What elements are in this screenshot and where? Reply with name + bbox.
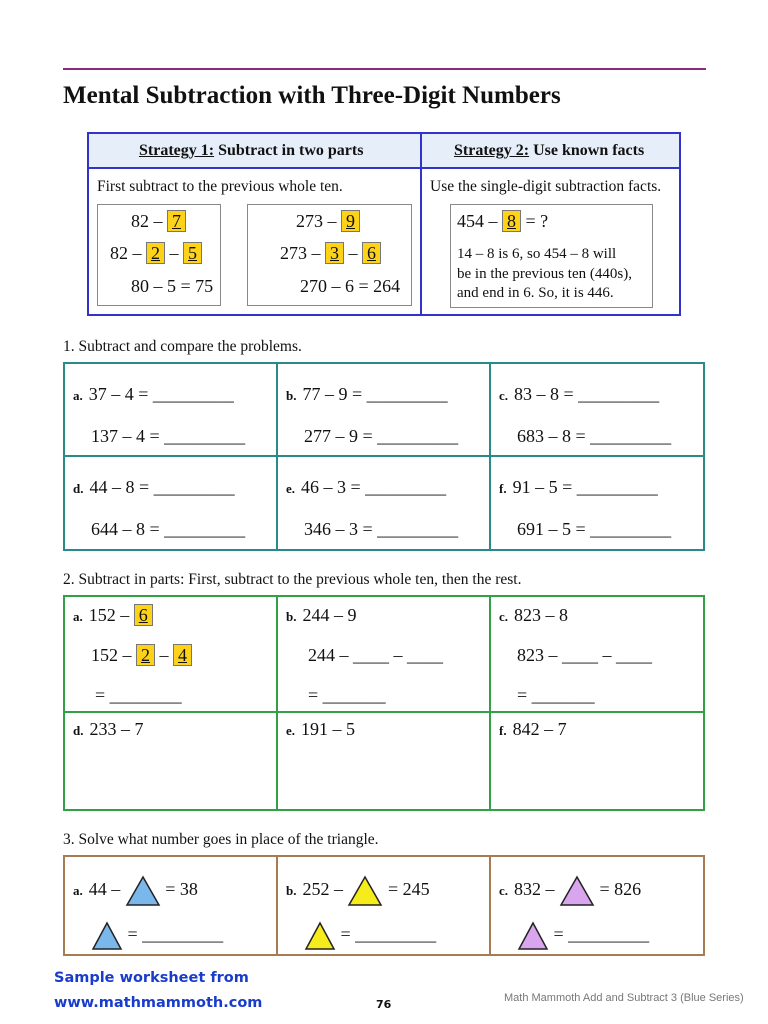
- yellow-triangle-icon: [304, 921, 336, 951]
- q2f-problem: f. 842 – 7: [499, 719, 567, 739]
- page-number: 76: [376, 998, 392, 1011]
- q2b-answer[interactable]: = _______: [308, 685, 386, 705]
- q2-cell-e[interactable]: [276, 711, 491, 811]
- q2e-problem: e. 191 – 5: [286, 719, 356, 739]
- footer-website-link[interactable]: www.mathmammoth.com: [54, 995, 263, 1011]
- strategy-divider: [420, 134, 422, 314]
- example1-line3: 80 – 5 = 75: [131, 276, 214, 296]
- example1-line1: 82 – 7: [131, 211, 186, 232]
- q1b-problem1[interactable]: b. 77 – 9 = _________: [286, 384, 448, 404]
- strategy1-heading: Strategy 1: Subtract in two parts: [139, 142, 364, 159]
- strategy2-heading: Strategy 2: Use known facts: [454, 142, 645, 159]
- strategy-box: [87, 132, 681, 316]
- blue-triangle-icon: [91, 921, 123, 951]
- q3a-answer[interactable]: = _________: [91, 917, 223, 951]
- q3-cell-c: [489, 855, 705, 956]
- q3-prompt: 3. Solve what number goes in place of the triangle.: [63, 831, 379, 848]
- q1c-problem1[interactable]: c. 83 – 8 = _________: [499, 384, 660, 404]
- q1-prompt: 1. Subtract and compare the problems.: [63, 338, 302, 355]
- strategy2-intro: Use the single-digit subtraction facts.: [430, 178, 662, 195]
- strategy1-example1: [97, 204, 221, 306]
- q3b-answer[interactable]: = _________: [304, 917, 436, 951]
- q2-prompt: 2. Subtract in parts: First, subtract to the previous whole ten, then the rest.: [63, 571, 522, 588]
- book-title: Math Mammoth Add and Subtract 3 (Blue Series): [504, 992, 744, 1004]
- example2-line2: 273 – 3 – 6: [280, 243, 381, 264]
- q1-cell-b: [276, 362, 491, 457]
- q2d-problem: d. 233 – 7: [73, 719, 144, 739]
- q2c-line1: c. 823 – 8: [499, 605, 569, 625]
- q1-cell-a: [63, 362, 278, 457]
- q2c-answer[interactable]: = _______: [517, 685, 595, 705]
- q1a-problem1[interactable]: a. 37 – 4 = _________: [73, 384, 234, 404]
- purple-triangle-icon: [559, 875, 595, 907]
- q2-cell-b: [276, 595, 491, 713]
- q3-cell-b: [276, 855, 491, 956]
- q1c-problem2[interactable]: 683 – 8 = _________: [517, 426, 672, 446]
- q1f-problem2[interactable]: 691 – 5 = _________: [517, 519, 672, 539]
- purple-triangle-icon: [517, 921, 549, 951]
- example2-line1: 273 – 9: [296, 211, 360, 232]
- q1-cell-d: [63, 455, 278, 551]
- q1e-problem2[interactable]: 346 – 3 = _________: [304, 519, 459, 539]
- q1e-problem1[interactable]: e. 46 – 3 = _________: [286, 477, 447, 497]
- strategy2-example: [450, 204, 653, 308]
- q1d-problem2[interactable]: 644 – 8 = _________: [91, 519, 246, 539]
- q2c-parts[interactable]: 823 – ____ – ____: [517, 645, 652, 665]
- q3-grid: [63, 855, 705, 956]
- q3a-equation: a. 44 – = 38: [73, 871, 198, 909]
- strategy2-equation: 454 – 8 = ?: [457, 211, 549, 231]
- q2-cell-a: [63, 595, 278, 713]
- example2-line3: 270 – 6 = 264: [300, 276, 401, 296]
- page-title: Mental Subtraction with Three-Digit Numbers: [63, 82, 561, 109]
- q2a-line2: 152 – 2 – 4: [91, 645, 192, 666]
- example1-line2: 82 – 2 – 5: [110, 243, 202, 264]
- q2a-line1: a. 152 – 6: [73, 605, 153, 626]
- q2-cell-d[interactable]: [63, 711, 278, 811]
- q2a-answer[interactable]: = ________: [95, 685, 182, 705]
- q1b-problem2[interactable]: 277 – 9 = _________: [304, 426, 459, 446]
- q2-cell-f[interactable]: [489, 711, 705, 811]
- footer-sample-text: Sample worksheet from: [54, 970, 249, 986]
- q3-cell-a: [63, 855, 278, 956]
- q1f-problem1[interactable]: f. 91 – 5 = _________: [499, 477, 658, 497]
- q2-cell-c: [489, 595, 705, 713]
- q2b-line1: b. 244 – 9: [286, 605, 357, 625]
- yellow-triangle-icon: [347, 875, 383, 907]
- q1-cell-e: [276, 455, 491, 551]
- q1d-problem1[interactable]: d. 44 – 8 = _________: [73, 477, 235, 497]
- q1-grid: [63, 362, 705, 551]
- blue-triangle-icon: [125, 875, 161, 907]
- q1-cell-c: [489, 362, 705, 457]
- strategy2-explanation: 14 – 8 is 6, so 454 – 8 will be in the previous ten (440s), and end in 6. So, it is 446.: [457, 246, 632, 301]
- q3c-answer[interactable]: = _________: [517, 917, 649, 951]
- q3c-equation: c. 832 – = 826: [499, 871, 641, 909]
- q3b-equation: b. 252 – = 245: [286, 871, 430, 909]
- strategy1-intro: First subtract to the previous whole ten.: [97, 178, 343, 195]
- q1-cell-f: [489, 455, 705, 551]
- title-rule: [63, 68, 706, 70]
- q2-grid: [63, 595, 705, 811]
- q1a-problem2[interactable]: 137 – 4 = _________: [91, 426, 246, 446]
- strategy1-example2: [247, 204, 412, 306]
- q2b-parts[interactable]: 244 – ____ – ____: [308, 645, 443, 665]
